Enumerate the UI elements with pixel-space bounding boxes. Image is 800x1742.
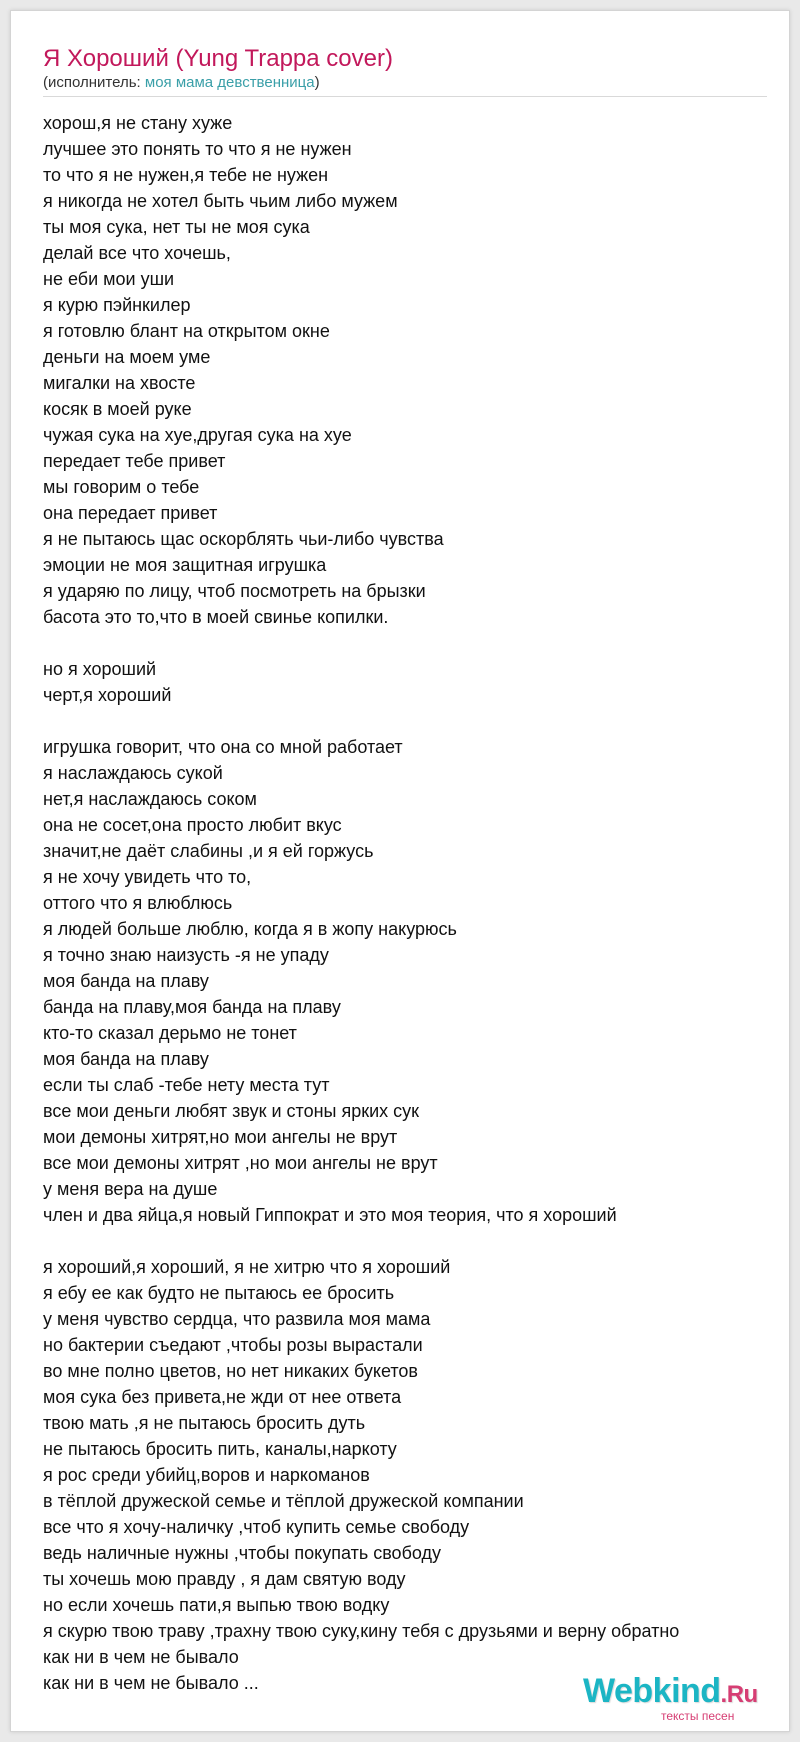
lyric-line: я ударяю по лицу, чтоб посмотреть на брызки <box>43 581 426 601</box>
logo-main-text: Webkind <box>583 1672 721 1710</box>
lyric-line: не еби мои уши <box>43 269 175 289</box>
webkind-logo[interactable] <box>583 1671 783 1727</box>
lyric-line: эмоции не моя защитная игрушка <box>43 555 327 575</box>
lyric-line: я никогда не хотел быть чьим либо мужем <box>43 191 398 211</box>
lyric-line: я скурю твою траву ,трахну твою суку,кину тебя с друзьями и верну обратно <box>43 1621 680 1641</box>
lyric-line: банда на плаву,моя банда на плаву <box>43 997 341 1017</box>
lyric-line: как ни в чем не бывало ... <box>43 1673 259 1693</box>
lyric-blank-line <box>43 1228 783 1254</box>
lyric-line: член и два яйца,я новый Гиппократ и это моя теория, что я хороший <box>43 1205 617 1225</box>
logo-tagline: тексты песен <box>661 1709 735 1723</box>
lyrics-page <box>10 10 790 1732</box>
lyric-blank-line <box>43 708 783 734</box>
lyric-line: но бактерии съедают ,чтобы розы вырастали <box>43 1335 423 1355</box>
lyric-line: мы говорим о тебе <box>43 477 200 497</box>
lyric-line: у меня чувство сердца, что развила моя мама <box>43 1309 431 1329</box>
lyric-line: чужая сука на хуе,другая сука на хуе <box>43 425 352 445</box>
lyric-line: не пытаюсь бросить пить, каналы,наркоту <box>43 1439 397 1459</box>
lyric-line: ты моя сука, нет ты не моя сука <box>43 217 310 237</box>
lyric-line: но если хочешь пати,я выпью твою водку <box>43 1595 390 1615</box>
lyric-line: моя сука без привета,не жди от нее ответа <box>43 1387 402 1407</box>
lyric-line: у меня вера на душе <box>43 1179 218 1199</box>
lyric-blank-line <box>43 630 783 656</box>
lyric-line: мои демоны хитрят,но мои ангелы не врут <box>43 1127 398 1147</box>
lyric-line: черт,я хороший <box>43 685 172 705</box>
lyric-line: значит,не даёт слабины ,и я ей горжусь <box>43 841 374 861</box>
lyric-line: ведь наличные нужны ,чтобы покупать свободу <box>43 1543 441 1563</box>
lyric-line: ты хочешь мою правду , я дам святую воду <box>43 1569 406 1589</box>
song-title: Я Хороший (Yung Trappa cover) <box>43 45 393 72</box>
lyric-line: нет,я наслаждаюсь соком <box>43 789 257 809</box>
lyric-line: косяк в моей руке <box>43 399 192 419</box>
lyric-line: я готовлю блант на открытом окне <box>43 321 330 341</box>
lyric-line: я ебу ее как будто не пытаюсь ее бросить <box>43 1283 395 1303</box>
lyric-line: она не сосет,она просто любит вкус <box>43 815 342 835</box>
lyric-line: хорош,я не стану хуже <box>43 113 233 133</box>
artist-prefix: (исполнитель: <box>43 74 145 91</box>
lyric-line: во мне полно цветов, но нет никаких букетов <box>43 1361 418 1381</box>
artist-link[interactable]: моя мама девственница <box>144 74 315 91</box>
lyric-line: то что я не нужен,я тебе не нужен <box>43 165 329 185</box>
lyric-line: игрушка говорит, что она со мной работает <box>43 737 403 757</box>
lyric-line: я точно знаю наизусть -я не упаду <box>43 945 329 965</box>
lyric-line: моя банда на плаву <box>43 1049 209 1069</box>
lyric-line: я наслаждаюсь сукой <box>43 763 223 783</box>
lyric-line: басота это то,что в моей свинье копилки. <box>43 607 389 627</box>
lyric-line: если ты слаб -тебе нету места тут <box>43 1075 330 1095</box>
lyric-line: деньги на моем уме <box>43 347 211 367</box>
lyric-line: передает тебе привет <box>43 451 226 471</box>
lyric-line: лучшее это понять то что я не нужен <box>43 139 352 159</box>
lyric-line: мигалки на хвосте <box>43 373 196 393</box>
lyric-line: я рос среди убийц,воров и наркоманов <box>43 1465 370 1485</box>
lyric-line: оттого что я влюблюсь <box>43 893 233 913</box>
lyric-line: я не пытаюсь щас оскорблять чьи-либо чувства <box>43 529 444 549</box>
lyric-line: все мои демоны хитрят ,но мои ангелы не врут <box>43 1153 438 1173</box>
lyric-line: кто-то сказал дерьмо не тонет <box>43 1023 297 1043</box>
lyric-line: я людей больше люблю, когда я в жопу накурюсь <box>43 919 457 939</box>
lyric-line: я хороший,я хороший, я не хитрю что я хороший <box>43 1257 451 1277</box>
lyric-line: все что я хочу-наличку ,чтоб купить семье свободу <box>43 1517 470 1537</box>
artist-suffix: ) <box>314 74 320 91</box>
lyric-line: я не хочу увидеть что то, <box>43 867 252 887</box>
lyric-line: твою мать ,я не пытаюсь бросить дуть <box>43 1413 366 1433</box>
lyrics-text <box>43 110 783 1696</box>
logo-tld: .Ru <box>720 1681 758 1708</box>
lyric-line: я курю пэйнкилер <box>43 295 191 315</box>
lyric-line: но я хороший <box>43 659 157 679</box>
artist-line <box>43 73 320 93</box>
lyric-line: все мои деньги любят звук и стоны ярких сук <box>43 1101 420 1121</box>
title-divider <box>43 96 767 97</box>
lyric-line: как ни в чем не бывало <box>43 1647 239 1667</box>
lyric-line: моя банда на плаву <box>43 971 209 991</box>
lyric-line: она передает привет <box>43 503 218 523</box>
lyric-line: делай все что хочешь, <box>43 243 231 263</box>
lyric-line: в тёплой дружеской семье и тёплой дружеской компании <box>43 1491 524 1511</box>
